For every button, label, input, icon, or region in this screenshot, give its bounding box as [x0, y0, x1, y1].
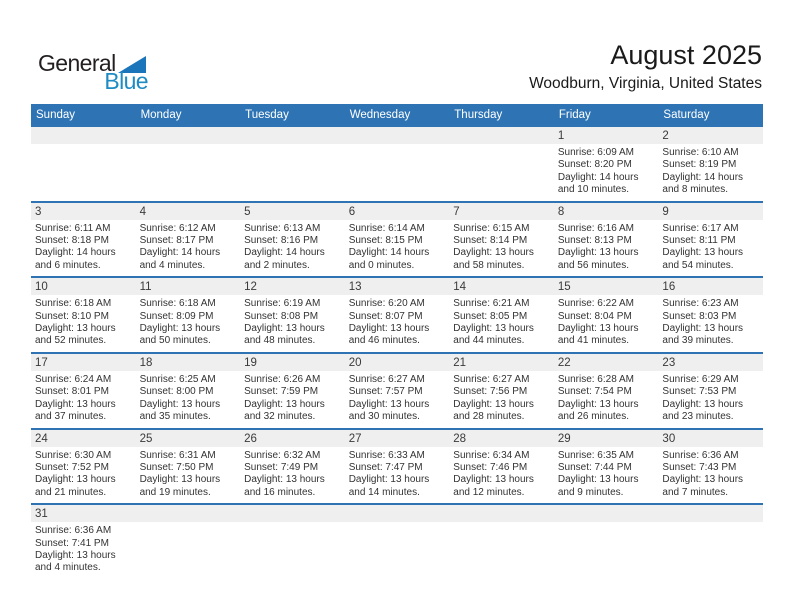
calendar-cell-day-8 [554, 203, 659, 277]
day-details [31, 371, 136, 428]
day-details [31, 220, 136, 277]
sunset-text: Sunset: 8:03 PM [662, 310, 737, 322]
calendar-cell-day-19 [240, 354, 345, 428]
daylight-text: Daylight: 13 hours and 32 minutes. [244, 398, 325, 423]
sunset-text: Sunset: 7:52 PM [35, 461, 109, 473]
sunrise-text: Sunrise: 6:22 AM [557, 298, 634, 310]
day-number: 9 [658, 203, 763, 220]
sunset-text: Sunset: 7:47 PM [348, 461, 423, 473]
day-number: 25 [136, 430, 241, 447]
sunrise-text: Sunrise: 6:11 AM [35, 222, 111, 234]
calendar-cell-empty [449, 505, 554, 579]
day-number [240, 127, 345, 144]
calendar-cell-day-23 [658, 354, 763, 428]
day-number [240, 505, 345, 522]
day-number: 13 [345, 278, 450, 295]
day-details [449, 447, 554, 504]
sunrise-text: Sunrise: 6:27 AM [453, 373, 530, 385]
sunset-text: Sunset: 8:15 PM [348, 235, 423, 247]
general-blue-logo [38, 48, 148, 96]
daylight-text: Daylight: 13 hours and 23 minutes. [662, 398, 744, 423]
week-row [31, 354, 763, 430]
day-number: 24 [31, 430, 136, 447]
weekday-header-row [31, 104, 763, 127]
daylight-text: Daylight: 13 hours and 12 minutes. [453, 474, 534, 498]
daylight-text: Daylight: 13 hours and 58 minutes. [453, 247, 534, 271]
day-number: 12 [240, 278, 345, 295]
location-subtitle: Woodburn, Virginia, United States [529, 75, 762, 92]
sunset-text: Sunset: 7:53 PM [662, 386, 737, 398]
calendar-cell-day-14 [449, 278, 554, 352]
sunrise-text: Sunrise: 6:24 AM [35, 373, 112, 385]
day-number: 6 [345, 203, 450, 220]
daylight-text: Daylight: 13 hours and 30 minutes. [348, 398, 430, 423]
sunrise-text: Sunrise: 6:32 AM [244, 449, 321, 461]
sunset-text: Sunset: 8:19 PM [662, 159, 737, 171]
day-details [658, 144, 763, 201]
calendar-cell-day-10 [31, 278, 136, 352]
weekday-header-thursday: Thursday [454, 109, 503, 121]
day-number: 26 [240, 430, 345, 447]
daylight-text: Daylight: 13 hours and 26 minutes. [557, 398, 639, 423]
sunset-text: Sunset: 7:44 PM [557, 461, 632, 473]
day-number: 4 [136, 203, 241, 220]
calendar-cell-day-11 [136, 278, 241, 352]
daylight-text: Daylight: 13 hours and 14 minutes. [348, 474, 430, 498]
day-number: 30 [658, 430, 763, 447]
day-number: 10 [31, 278, 136, 295]
day-number [136, 127, 241, 144]
sunset-text: Sunset: 8:14 PM [453, 235, 528, 247]
calendar-cell-day-22 [554, 354, 659, 428]
calendar-cell-day-21 [449, 354, 554, 428]
day-details [136, 220, 241, 277]
calendar-cell-empty [345, 505, 450, 579]
calendar-cell-day-24 [31, 430, 136, 504]
weekday-header-tuesday: Tuesday [245, 109, 289, 121]
sunrise-text: Sunrise: 6:21 AM [453, 298, 530, 310]
sunset-text: Sunset: 7:54 PM [557, 386, 632, 398]
daylight-text: Daylight: 13 hours and 28 minutes. [453, 398, 534, 423]
calendar-cell-empty [658, 505, 763, 579]
calendar-cell-day-29 [554, 430, 659, 504]
calendar-cell-day-17 [31, 354, 136, 428]
day-details [31, 447, 136, 504]
weekday-header-friday: Friday [558, 109, 591, 121]
day-number: 22 [554, 354, 659, 371]
calendar-cell-day-5 [240, 203, 345, 277]
daylight-text: Daylight: 13 hours and 39 minutes. [662, 323, 744, 347]
day-number: 21 [449, 354, 554, 371]
day-number: 19 [240, 354, 345, 371]
sunrise-text: Sunrise: 6:16 AM [557, 222, 634, 234]
weekday-header-monday: Monday [140, 109, 182, 121]
calendar-cell-day-26 [240, 430, 345, 504]
calendar-cell-day-1 [554, 127, 659, 201]
daylight-text: Daylight: 13 hours and 4 minutes. [35, 549, 116, 574]
daylight-text: Daylight: 13 hours and 41 minutes. [557, 323, 639, 347]
sunrise-text: Sunrise: 6:23 AM [662, 298, 739, 310]
calendar-cell-day-30 [658, 430, 763, 504]
sunrise-text: Sunrise: 6:33 AM [348, 449, 425, 461]
day-number [31, 127, 136, 144]
page-title: August 2025 [610, 40, 762, 70]
day-details [136, 371, 241, 428]
day-number: 5 [240, 203, 345, 220]
calendar-cell-day-25 [136, 430, 241, 504]
sunset-text: Sunset: 7:57 PM [348, 386, 423, 398]
sunset-text: Sunset: 8:00 PM [139, 386, 214, 398]
sunset-text: Sunset: 8:13 PM [557, 235, 632, 247]
day-number: 16 [658, 278, 763, 295]
calendar-cell-day-7 [449, 203, 554, 277]
day-number: 11 [136, 278, 241, 295]
daylight-text: Daylight: 14 hours and 10 minutes. [557, 171, 639, 196]
sunset-text: Sunset: 8:01 PM [35, 386, 109, 398]
day-number: 1 [554, 127, 659, 144]
daylight-text: Daylight: 13 hours and 37 minutes. [35, 398, 116, 423]
calendar-cell-day-9 [658, 203, 763, 277]
day-details [31, 522, 136, 579]
day-details [345, 220, 450, 277]
daylight-text: Daylight: 14 hours and 0 minutes. [348, 247, 430, 271]
sunset-text: Sunset: 7:49 PM [244, 461, 319, 473]
sunrise-text: Sunrise: 6:26 AM [244, 373, 321, 385]
day-details [136, 447, 241, 504]
day-details [449, 295, 554, 352]
sunrise-text: Sunrise: 6:36 AM [35, 525, 112, 537]
daylight-text: Daylight: 13 hours and 44 minutes. [453, 323, 534, 347]
day-number [658, 505, 763, 522]
sunrise-text: Sunrise: 6:18 AM [139, 298, 216, 310]
day-number [449, 127, 554, 144]
day-number [345, 127, 450, 144]
calendar-cell-empty [31, 127, 136, 201]
daylight-text: Daylight: 13 hours and 19 minutes. [139, 474, 221, 498]
day-number: 17 [31, 354, 136, 371]
daylight-text: Daylight: 13 hours and 50 minutes. [139, 323, 221, 347]
calendar-cell-day-2 [658, 127, 763, 201]
day-number: 29 [554, 430, 659, 447]
daylight-text: Daylight: 13 hours and 9 minutes. [557, 474, 639, 498]
sunrise-text: Sunrise: 6:34 AM [453, 449, 530, 461]
day-number: 23 [658, 354, 763, 371]
daylight-text: Daylight: 13 hours and 21 minutes. [35, 474, 116, 498]
day-number: 2 [658, 127, 763, 144]
sunrise-text: Sunrise: 6:09 AM [557, 147, 634, 158]
sunrise-text: Sunrise: 6:27 AM [348, 373, 425, 385]
day-details [554, 144, 659, 201]
calendar-cell-day-28 [449, 430, 554, 504]
sunset-text: Sunset: 8:11 PM [662, 235, 736, 247]
sunrise-text: Sunrise: 6:15 AM [453, 222, 530, 234]
sunrise-text: Sunrise: 6:20 AM [348, 298, 425, 310]
sunset-text: Sunset: 8:04 PM [557, 310, 632, 322]
sunset-text: Sunset: 7:46 PM [453, 461, 528, 473]
sunset-text: Sunset: 7:41 PM [35, 537, 109, 549]
sunset-text: Sunset: 8:08 PM [244, 310, 319, 322]
sunset-text: Sunset: 8:09 PM [139, 310, 214, 322]
calendar-cell-empty [554, 505, 659, 579]
sunset-text: Sunset: 8:07 PM [348, 310, 423, 322]
sunrise-text: Sunrise: 6:17 AM [662, 222, 739, 234]
sunrise-text: Sunrise: 6:10 AM [662, 147, 739, 158]
sunset-text: Sunset: 7:50 PM [139, 461, 214, 473]
calendar-cell-empty [136, 505, 241, 579]
day-details [554, 447, 659, 504]
calendar-cell-day-18 [136, 354, 241, 428]
week-row [31, 203, 763, 279]
daylight-text: Daylight: 13 hours and 56 minutes. [557, 247, 639, 271]
day-number: 18 [136, 354, 241, 371]
daylight-text: Daylight: 13 hours and 48 minutes. [244, 323, 325, 347]
calendar-cell-empty [240, 127, 345, 201]
weekday-header-wednesday: Wednesday [349, 109, 411, 121]
day-number: 15 [554, 278, 659, 295]
day-number: 31 [31, 505, 136, 522]
day-details [658, 295, 763, 352]
daylight-text: Daylight: 14 hours and 4 minutes. [139, 247, 221, 271]
day-details [658, 371, 763, 428]
sunrise-text: Sunrise: 6:12 AM [139, 222, 216, 234]
sunset-text: Sunset: 8:20 PM [557, 159, 632, 171]
day-number [449, 505, 554, 522]
calendar-cell-empty [449, 127, 554, 201]
sunrise-text: Sunrise: 6:29 AM [662, 373, 739, 385]
daylight-text: Daylight: 13 hours and 52 minutes. [35, 323, 116, 347]
day-details [554, 220, 659, 277]
day-number: 20 [345, 354, 450, 371]
day-details [658, 220, 763, 277]
sunrise-text: Sunrise: 6:19 AM [244, 298, 321, 310]
logo-text-general: General [38, 50, 116, 76]
day-number [554, 505, 659, 522]
sunrise-text: Sunrise: 6:31 AM [139, 449, 216, 461]
calendar-cell-day-4 [136, 203, 241, 277]
title-block [262, 40, 762, 93]
calendar-cell-empty [345, 127, 450, 201]
day-details [240, 295, 345, 352]
sunrise-text: Sunrise: 6:25 AM [139, 373, 216, 385]
calendar-cell-empty [240, 505, 345, 579]
logo-text-blue: Blue [104, 68, 148, 94]
day-details [658, 447, 763, 504]
daylight-text: Daylight: 13 hours and 54 minutes. [662, 247, 744, 271]
day-number: 3 [31, 203, 136, 220]
week-row [31, 278, 763, 354]
calendar [31, 104, 763, 579]
sunrise-text: Sunrise: 6:18 AM [35, 298, 112, 310]
calendar-cell-day-16 [658, 278, 763, 352]
calendar-cell-day-27 [345, 430, 450, 504]
day-details [31, 295, 136, 352]
sunrise-text: Sunrise: 6:14 AM [348, 222, 425, 234]
daylight-text: Daylight: 13 hours and 46 minutes. [348, 323, 430, 347]
day-number: 28 [449, 430, 554, 447]
sunset-text: Sunset: 8:17 PM [139, 235, 214, 247]
day-number: 27 [345, 430, 450, 447]
day-details [240, 220, 345, 277]
week-row [31, 127, 763, 203]
sunset-text: Sunset: 7:59 PM [244, 386, 319, 398]
sunset-text: Sunset: 8:18 PM [35, 235, 109, 247]
calendar-cell-day-12 [240, 278, 345, 352]
daylight-text: Daylight: 13 hours and 35 minutes. [139, 398, 221, 423]
calendar-cell-day-6 [345, 203, 450, 277]
day-number: 8 [554, 203, 659, 220]
sunset-text: Sunset: 8:05 PM [453, 310, 528, 322]
day-details [345, 371, 450, 428]
week-row [31, 505, 763, 579]
weekday-header-saturday: Saturday [663, 109, 710, 121]
day-details [345, 447, 450, 504]
weekday-header-sunday: Sunday [36, 109, 76, 121]
calendar-cell-day-3 [31, 203, 136, 277]
day-number: 7 [449, 203, 554, 220]
day-details [449, 220, 554, 277]
day-number: 14 [449, 278, 554, 295]
day-details [554, 371, 659, 428]
daylight-text: Daylight: 14 hours and 6 minutes. [35, 247, 116, 271]
sunset-text: Sunset: 7:56 PM [453, 386, 528, 398]
sunset-text: Sunset: 7:43 PM [662, 461, 737, 473]
daylight-text: Daylight: 14 hours and 8 minutes. [662, 171, 744, 196]
calendar-cell-empty [136, 127, 241, 201]
calendar-grid [31, 127, 763, 579]
calendar-cell-day-15 [554, 278, 659, 352]
calendar-cell-day-31 [31, 505, 136, 579]
day-details [240, 447, 345, 504]
sunset-text: Sunset: 8:10 PM [35, 310, 109, 322]
daylight-text: Daylight: 13 hours and 16 minutes. [244, 474, 325, 498]
sunset-text: Sunset: 8:16 PM [244, 235, 319, 247]
sunrise-text: Sunrise: 6:36 AM [662, 449, 739, 461]
day-details [345, 295, 450, 352]
day-details [554, 295, 659, 352]
sunrise-text: Sunrise: 6:30 AM [35, 449, 112, 461]
day-details [240, 371, 345, 428]
day-details [449, 371, 554, 428]
sunrise-text: Sunrise: 6:35 AM [557, 449, 634, 461]
day-number [345, 505, 450, 522]
calendar-cell-day-13 [345, 278, 450, 352]
day-number [136, 505, 241, 522]
day-details [136, 295, 241, 352]
daylight-text: Daylight: 14 hours and 2 minutes. [244, 247, 325, 271]
daylight-text: Daylight: 13 hours and 7 minutes. [662, 474, 744, 498]
calendar-cell-day-20 [345, 354, 450, 428]
sunrise-text: Sunrise: 6:28 AM [557, 373, 634, 385]
week-row [31, 430, 763, 506]
sunrise-text: Sunrise: 6:13 AM [244, 222, 321, 234]
